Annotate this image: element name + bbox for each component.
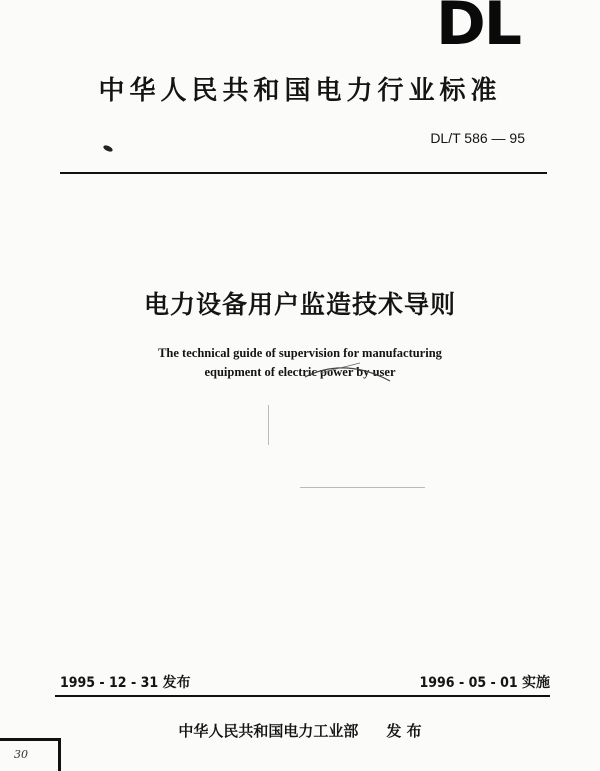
english-title-line-1: The technical guide of supervision for manufacturing — [158, 346, 442, 360]
scan-artifact — [268, 405, 269, 445]
stamp-mark — [300, 355, 395, 385]
dl-logo: DL — [435, 0, 520, 59]
chinese-title: 电力设备用户监造技术导则 — [143, 290, 456, 319]
bottom-rule — [55, 695, 550, 697]
top-rule — [60, 172, 547, 174]
print-speck — [102, 144, 113, 153]
document-code: DL/T 586 — 95 — [430, 130, 525, 146]
publisher-name: 中华人民共和国电力工业部 — [178, 722, 359, 740]
margin-bracket — [0, 738, 61, 771]
issue-date: 1995 - 12 - 31 发布 — [60, 675, 191, 691]
effective-date: 1996 - 05 - 01 实施 — [419, 675, 550, 691]
publisher-action: 发 布 — [386, 722, 422, 740]
standard-title: 中华人民共和国电力行业标准 — [98, 76, 502, 106]
margin-handwritten-note: 30 — [14, 748, 28, 761]
publisher-line — [0, 720, 600, 741]
scan-artifact — [300, 487, 425, 488]
english-title-line-2: equipment of electric power by user — [204, 365, 396, 379]
